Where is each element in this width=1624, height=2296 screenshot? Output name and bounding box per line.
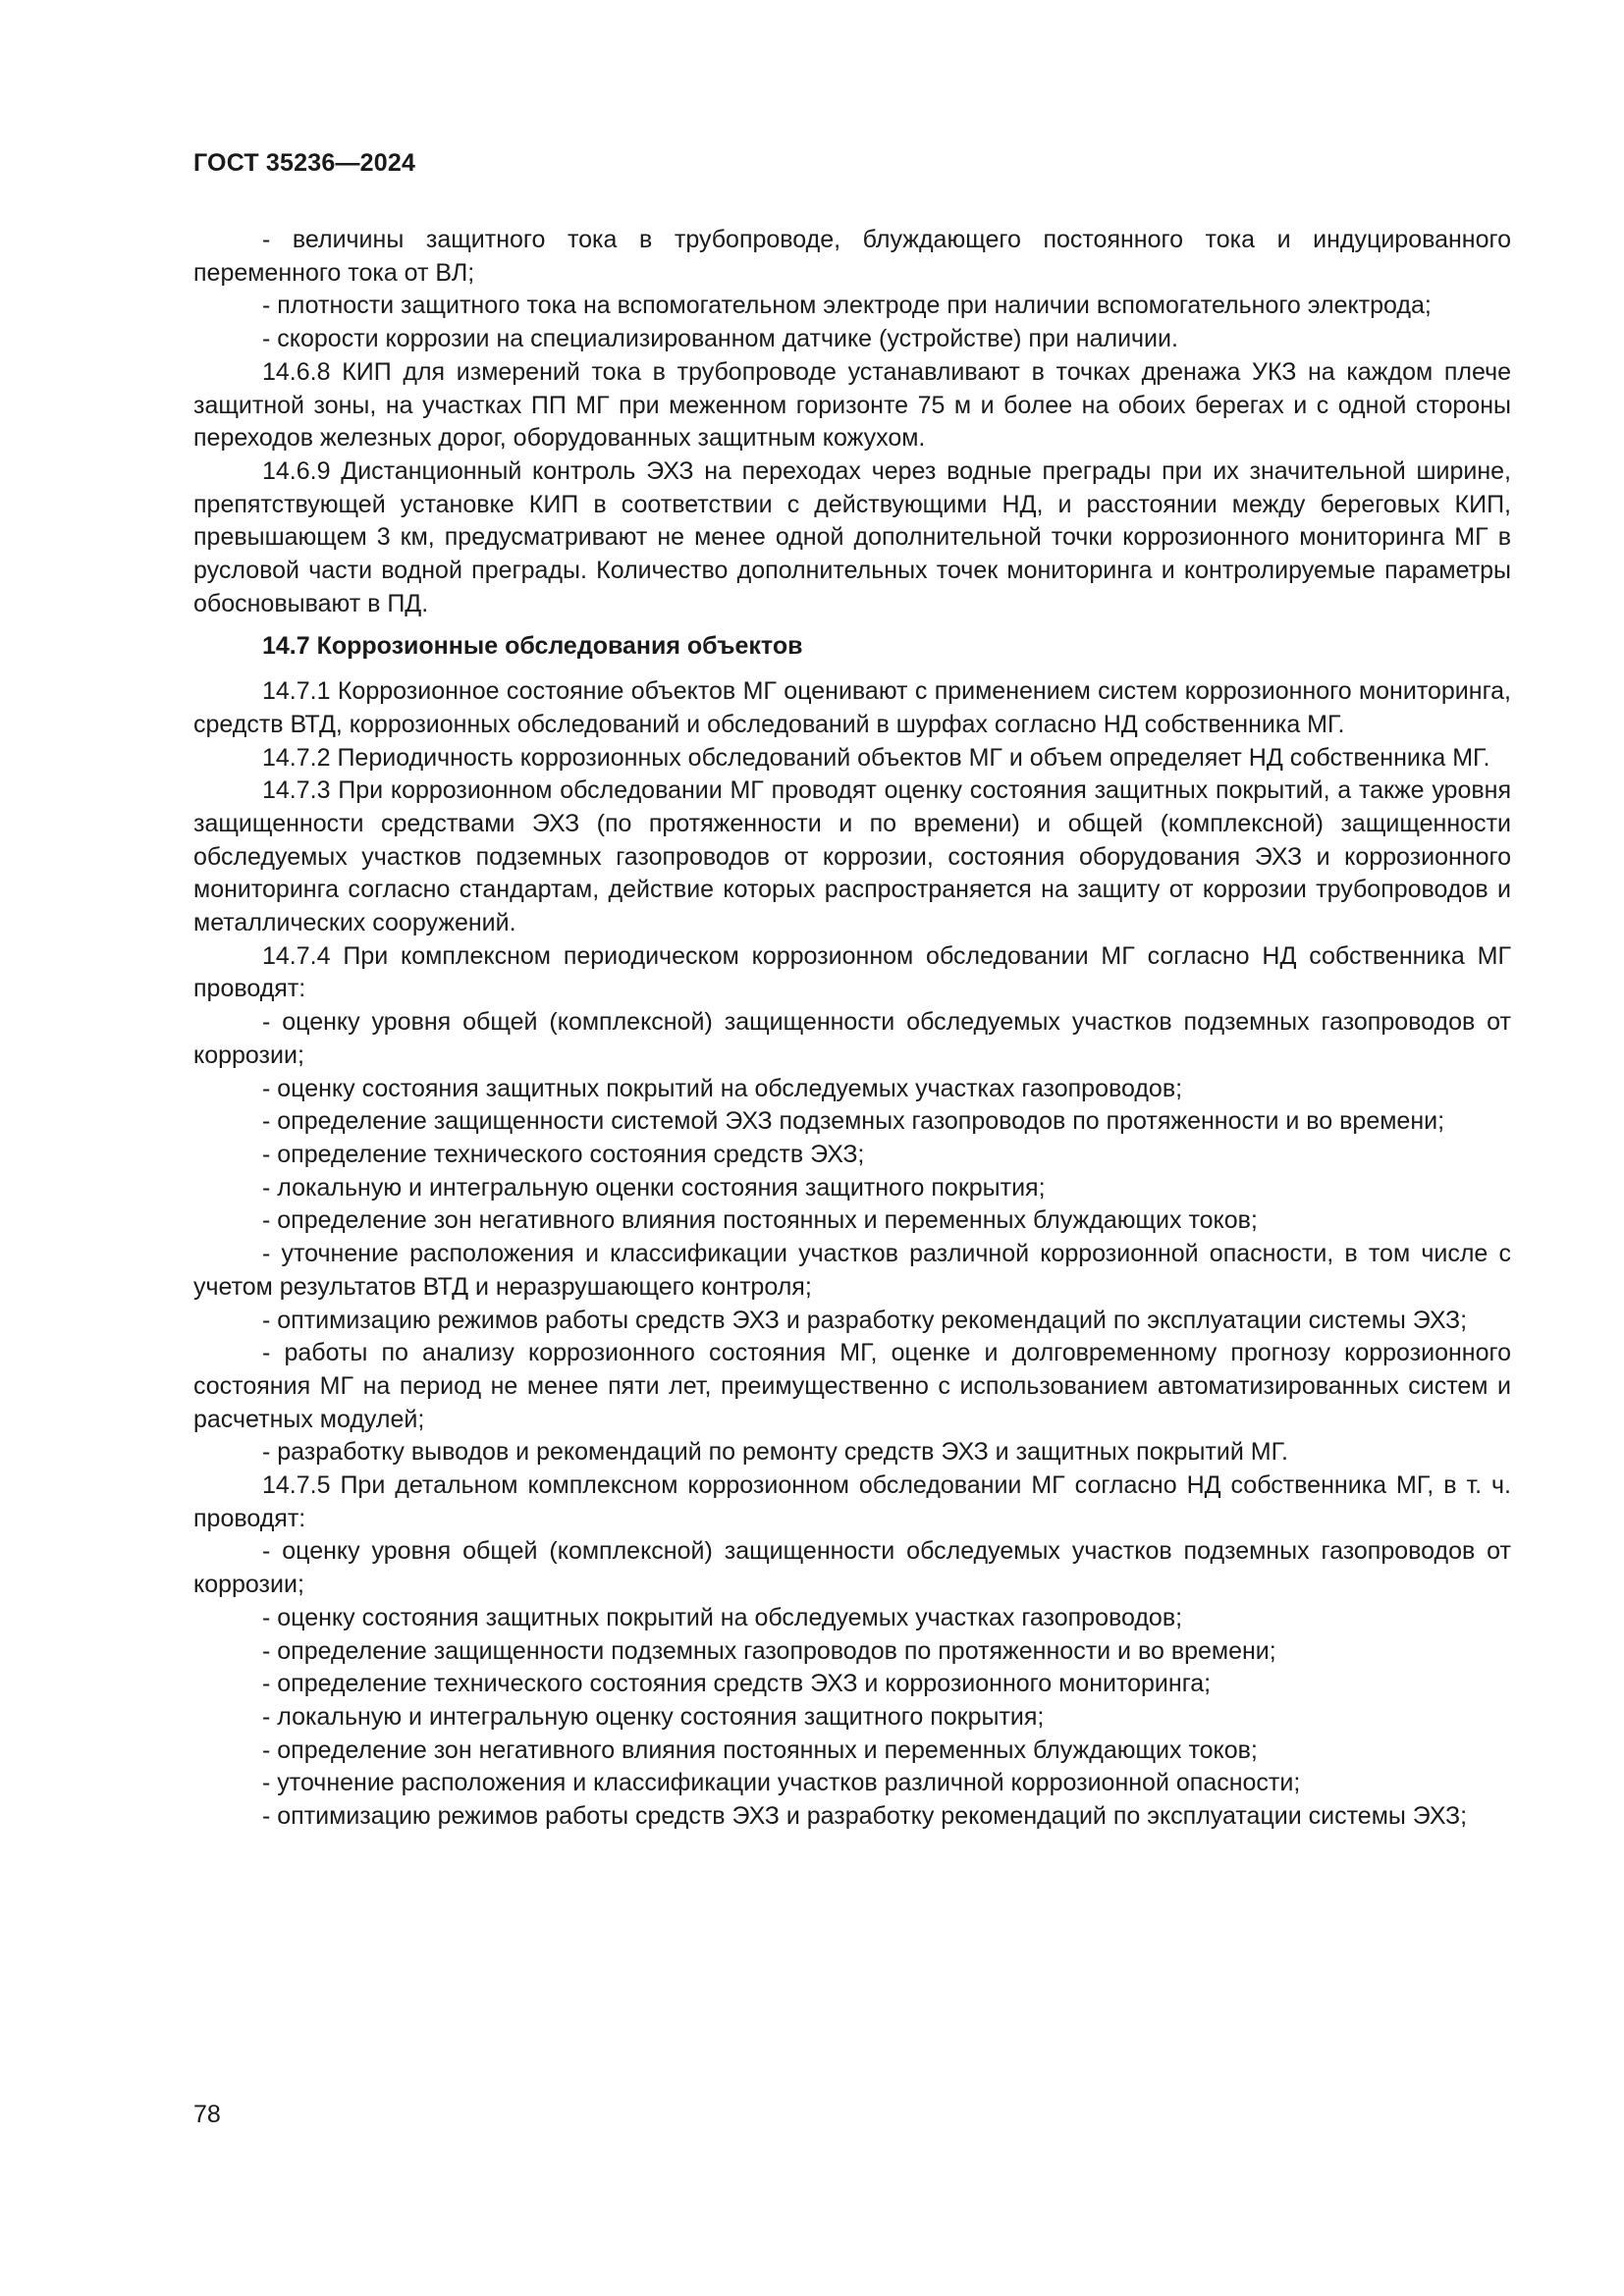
list-item: - уточнение расположения и классификации участков различной коррозионной опасности;	[262, 1769, 1301, 1797]
list-item: - оптимизацию режимов работы средств ЭХЗ и разработку рекомендаций по эксплуатации системы ЭХЗ;	[262, 1306, 1468, 1334]
list-item: - оценку уровня общей (комплексной) защищенности обследуемых участков подземных газопроводов от коррозии;	[193, 1008, 1511, 1069]
list-item: - определение технического состояния средств ЭХЗ;	[262, 1140, 865, 1168]
list-item: - локальную и интегральную оценку состояния защитного покрытия;	[262, 1702, 1045, 1731]
paragraph-14-6-8: 14.6.8 КИП для измерений тока в трубопроводе устанавливают в точках дренажа УКЗ на каждом плече защитной зоны, на участках ПП МГ при меженном горизонте 75 м и более на обоих берегах и с одной стороны переходов железных дорог, оборудованных защитным кожухом.	[193, 357, 1511, 453]
section-heading-14-7: 14.7 Коррозионные обследования объектов	[262, 632, 803, 661]
list-item: - определение зон негативного влияния постоянных и переменных блуждающих токов;	[262, 1206, 1258, 1235]
list-item: - оптимизацию режимов работы средств ЭХЗ и разработку рекомендаций по эксплуатации системы ЭХЗ;	[262, 1802, 1468, 1831]
list-item: - величины защитного тока в трубопроводе, блуждающего постоянного тока и индуцированного переменного тока от ВЛ;	[193, 226, 1511, 287]
paragraph-14-7-2: 14.7.2 Периодичность коррозионных обследований объектов МГ и объем определяет НД собственника МГ.	[262, 743, 1490, 772]
paragraph-14-7-1: 14.7.1 Коррозионное состояние объектов МГ оценивают с применением систем коррозионного мониторинга, средств ВТД, коррозионных обследований и обследований в шурфах согласно НД собственника МГ.	[193, 677, 1511, 738]
list-item: - оценку состояния защитных покрытий на обследуемых участках газопроводов;	[262, 1603, 1183, 1631]
list-item: - определение зон негативного влияния постоянных и переменных блуждающих токов;	[262, 1735, 1258, 1764]
document-header: ГОСТ 35236—2024	[193, 149, 416, 177]
document-body	[193, 224, 1511, 1834]
paragraph-14-7-4: 14.7.4 При комплексном периодическом коррозионном обследовании МГ согласно НД собственника МГ проводят:	[193, 941, 1511, 1003]
paragraph-14-7-3: 14.7.3 При коррозионном обследовании МГ проводят оценку состояния защитных покрытий, а также уровня защищенности средствами ЭХЗ (по протяженности и по времени) и общей (комплексной) защищенности обследуемых участков подземных газопроводов от коррозии, состояния оборудования ЭХЗ и коррозионного мониторинга согласно стандартам, действие которых распространяется на защиту от коррозии трубопроводов и металлических сооружений.	[193, 776, 1511, 937]
list-item: - плотности защитного тока на вспомогательном электроде при наличии вспомогательного электрода;	[262, 292, 1432, 320]
list-item: - определение технического состояния средств ЭХЗ и коррозионного мониторинга;	[262, 1670, 1212, 1698]
list-item: - определение защищенности системой ЭХЗ подземных газопроводов по протяженности и во времени;	[262, 1107, 1445, 1136]
list-item: - локальную и интегральную оценки состояния защитного покрытия;	[262, 1173, 1046, 1201]
list-item: - скорости коррозии на специализированном датчике (устройстве) при наличии.	[262, 325, 1178, 353]
list-item: - уточнение расположения и классификации участков различной коррозионной опасности, в том числе с учетом результатов ВТД и неразрушающего контроля;	[193, 1240, 1511, 1301]
list-item: - работы по анализу коррозионного состояния МГ, оценке и долговременному прогнозу коррозионного состояния МГ на период не менее пяти лет, преимущественно с использованием автоматизированных систем и расчетных модулей;	[193, 1339, 1511, 1433]
list-item: - разработку выводов и рекомендаций по ремонту средств ЭХЗ и защитных покрытий МГ.	[262, 1438, 1288, 1467]
paragraph-14-7-5: 14.7.5 При детальном комплексном коррозионном обследовании МГ согласно НД собственника МГ, в т. ч. проводят:	[193, 1471, 1511, 1532]
page-number: 78	[193, 2101, 221, 2128]
list-item: - определение защищенности подземных газопроводов по протяженности и во времени;	[262, 1636, 1276, 1665]
list-item: - оценку состояния защитных покрытий на обследуемых участках газопроводов;	[262, 1074, 1183, 1102]
list-item: - оценку уровня общей (комплексной) защищенности обследуемых участков подземных газопроводов от коррозии;	[193, 1537, 1511, 1599]
paragraph-14-6-9: 14.6.9 Дистанционный контроль ЭХЗ на переходах через водные преграды при их значительной ширине, препятствующей установке КИП в соответствии с действующими НД, и расстоянии между береговых КИП, превышающем 3 км, предусматривают не менее одной дополнительной точки коррозионного мониторинга МГ в русловой части водной преграды. Количество дополнительных точек мониторинга и контролируемые параметры обосновывают в ПД.	[193, 456, 1511, 617]
